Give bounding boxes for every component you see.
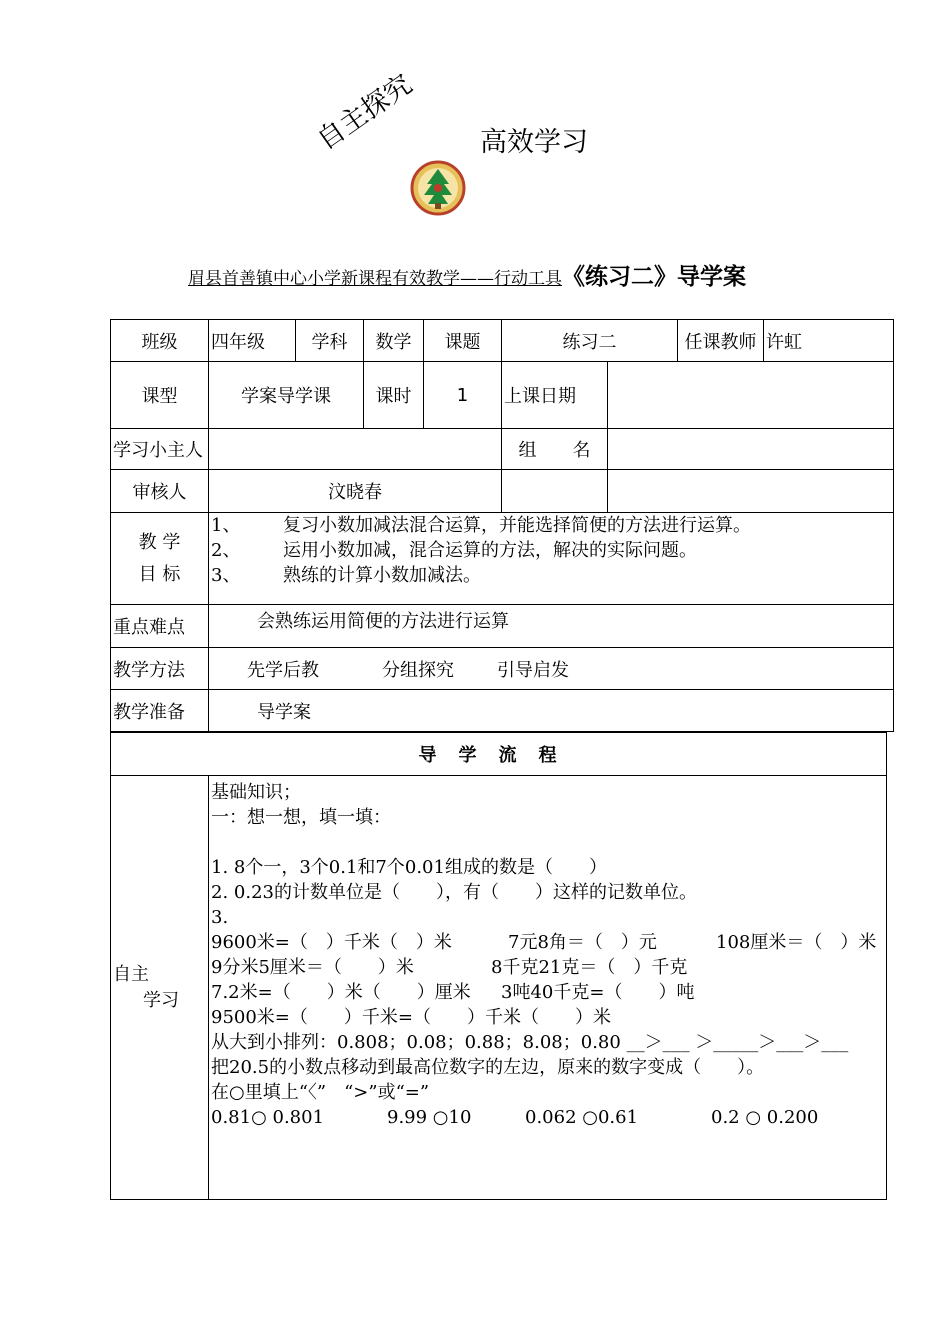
study-question: 在○里填上“〈” “>”或“=” xyxy=(211,1082,430,1103)
method-item: 先学后教 xyxy=(247,659,319,681)
group-value xyxy=(608,429,894,470)
type-value: 学案导学课 xyxy=(209,362,364,429)
school-tree-logo-icon xyxy=(410,160,466,216)
self-study-label-2: 学习 xyxy=(143,989,179,1011)
methods-label: 教学方法 xyxy=(111,648,209,690)
study-question: 3. xyxy=(211,907,229,928)
goals-list xyxy=(209,513,894,605)
type-label: 课型 xyxy=(111,362,209,429)
study-line: 基础知识； xyxy=(211,782,301,803)
study-question: 9500米=（ ）千米=（ ）千米（ ）米 xyxy=(211,1007,611,1028)
flow-heading: 导学流程 xyxy=(111,733,887,776)
method-item: 引导启发 xyxy=(497,659,569,681)
teacher-value: 许虹 xyxy=(764,320,894,362)
topic-label: 课题 xyxy=(424,320,502,362)
goal-item: 2、 运用小数加减，混合运算的方法，解决的实际问题。 xyxy=(211,540,697,561)
group-label: 组 名 xyxy=(502,429,608,470)
method-item: 分组探究 xyxy=(382,659,454,681)
study-line-blank xyxy=(211,830,884,855)
class-label: 班级 xyxy=(111,320,209,362)
teacher-label: 任课教师 xyxy=(678,320,764,362)
reviewer-label: 审核人 xyxy=(111,470,209,513)
self-study-label xyxy=(111,776,209,1200)
prep-text: 导学案 xyxy=(209,690,894,732)
period-label: 课时 xyxy=(364,362,424,429)
study-question: 从大到小排列：0.808；0.08；0.88；8.08；0.80 __＞___ ＞_____＞___＞___ xyxy=(211,1032,849,1053)
reviewer-extra-2 xyxy=(608,470,894,513)
study-line: 一：想一想，填一填： xyxy=(211,807,391,828)
date-value xyxy=(608,362,894,429)
host-label: 学习小主人 xyxy=(111,429,209,470)
lesson-title: 《练习二》导学案 xyxy=(562,263,746,290)
study-question: 2. 0.23的计数单位是（ ），有（ ）这样的记数单位。 xyxy=(211,882,697,903)
goals-label-line-1: 教 学 xyxy=(138,531,181,553)
keypoints-text: 会熟练运用简便的方法进行运算 xyxy=(209,605,894,648)
document-title xyxy=(188,258,746,291)
period-value: 1 xyxy=(424,362,502,429)
self-study-label-1: 自主 xyxy=(113,963,149,985)
prep-label: 教学准备 xyxy=(111,690,209,732)
study-question: 7.2米=（ ）米（ ）厘米 3吨40千克=（ ）吨 xyxy=(211,982,695,1003)
study-flow-table xyxy=(110,732,887,1200)
study-question: 9600米=（ ）千米（ ）米 7元8角＝（ ）元 108厘米＝（ ）米 xyxy=(211,932,877,953)
compare-row: 0.81○ 0.801 9.99 ○10 0.062 ○0.61 0.2 ○ 0.200 xyxy=(211,1107,819,1128)
reviewer-value: 汶晓春 xyxy=(209,470,502,513)
topic-value: 练习二 xyxy=(502,320,678,362)
self-study-content xyxy=(209,776,887,1200)
date-label: 上课日期 xyxy=(502,362,608,429)
study-question: 9分米5厘米＝（ ）米 8千克21克＝（ ）千克 xyxy=(211,957,688,978)
reviewer-extra xyxy=(502,470,608,513)
subject-label: 学科 xyxy=(296,320,364,362)
keypoints-label: 重点难点 xyxy=(111,605,209,648)
goals-label-line-2: 目 标 xyxy=(138,563,181,585)
host-value xyxy=(209,429,502,470)
goals-label xyxy=(111,513,209,605)
school-name: 眉县首善镇中心小学新课程有效教学——行动工具 xyxy=(188,269,562,289)
methods-list xyxy=(209,648,894,690)
study-question: 把20.5的小数点移动到最高位数字的左边，原来的数字变成（ ）。 xyxy=(211,1057,765,1078)
goal-item: 1、 复习小数加减法混合运算，并能选择简便的方法进行运算。 xyxy=(211,515,751,536)
class-value: 四年级 xyxy=(209,320,296,362)
motto-left: 自主探究 xyxy=(311,68,418,157)
goal-item: 3、 熟练的计算小数加减法。 xyxy=(211,565,481,586)
motto-right: 高效学习 xyxy=(480,127,588,158)
lesson-info-table xyxy=(110,319,894,732)
study-question: 1. 8个一，3个0.1和7个0.01组成的数是（ ） xyxy=(211,857,607,878)
subject-value: 数学 xyxy=(364,320,424,362)
